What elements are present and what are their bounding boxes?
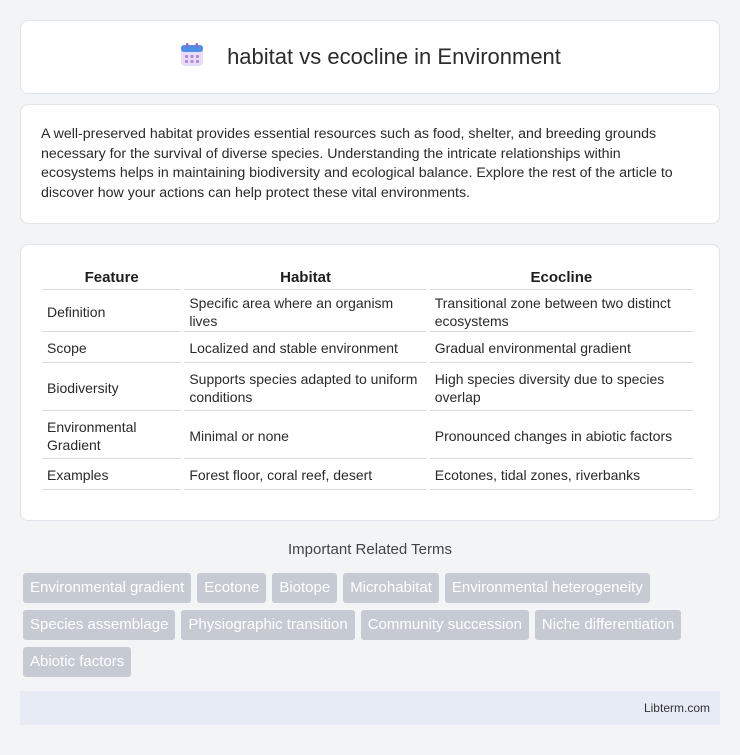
tag-ecotone[interactable]: Ecotone bbox=[197, 573, 266, 603]
table-cell: Examples bbox=[42, 461, 181, 490]
table-cell: Forest floor, coral reef, desert bbox=[184, 461, 426, 490]
table-row bbox=[42, 334, 693, 363]
header-ecocline: Ecocline bbox=[430, 267, 693, 290]
table-cell: Localized and stable environment bbox=[184, 334, 426, 363]
table-cell: Transitional zone between two distinct ecosystems bbox=[430, 292, 693, 332]
footer bbox=[20, 691, 720, 725]
table-cell: Scope bbox=[42, 334, 181, 363]
page-title: habitat vs ecocline in Environment bbox=[227, 44, 561, 69]
table-cell: High species diversity due to species overlap bbox=[430, 365, 693, 411]
tag-physiographic-transition[interactable]: Physiographic transition bbox=[181, 610, 354, 640]
tag-biotope[interactable]: Biotope bbox=[272, 573, 337, 603]
header-feature: Feature bbox=[42, 267, 181, 290]
calendar-icon bbox=[179, 42, 205, 73]
tag-environmental-gradient[interactable]: Environmental gradient bbox=[23, 573, 191, 603]
table-cell: Biodiversity bbox=[42, 365, 181, 411]
intro-card bbox=[20, 104, 720, 224]
tag-community-succession[interactable]: Community succession bbox=[361, 610, 529, 640]
table-cell: Specific area where an organism lives bbox=[184, 292, 426, 332]
table-cell: Environmental Gradient bbox=[42, 413, 181, 459]
comparison-table bbox=[39, 265, 696, 492]
table-cell: Supports species adapted to uniform conditions bbox=[184, 365, 426, 411]
comparison-card bbox=[20, 244, 720, 521]
table-cell: Minimal or none bbox=[184, 413, 426, 459]
table-row bbox=[42, 365, 693, 411]
table-cell: Gradual environmental gradient bbox=[430, 334, 693, 363]
related-terms-title: Important Related Terms bbox=[288, 541, 452, 558]
table-cell: Ecotones, tidal zones, riverbanks bbox=[430, 461, 693, 490]
tag-microhabitat[interactable]: Microhabitat bbox=[343, 573, 439, 603]
related-terms-list bbox=[23, 573, 713, 677]
tag-species-assemblage[interactable]: Species assemblage bbox=[23, 610, 175, 640]
header-habitat: Habitat bbox=[184, 267, 426, 290]
tag-abiotic-factors[interactable]: Abiotic factors bbox=[23, 647, 131, 677]
header-card bbox=[20, 20, 720, 94]
footer-link[interactable]: Libterm.com bbox=[643, 701, 710, 715]
table-cell: Definition bbox=[42, 292, 181, 332]
intro-paragraph: A well-preserved habitat provides essential resources such as food, shelter, and breeding grounds necessary for the survival of diverse species. Understanding the intricate relationships within ecosystems helps in maintaining biodiversity and ecological balance. Explore the rest of the article to discover how your actions can help protect these vital environments. bbox=[41, 126, 673, 201]
tag-niche-differentiation[interactable]: Niche differentiation bbox=[535, 610, 681, 640]
table-row bbox=[42, 292, 693, 332]
table-row bbox=[42, 413, 693, 459]
table-header-row bbox=[42, 267, 693, 290]
table-cell: Pronounced changes in abiotic factors bbox=[430, 413, 693, 459]
tag-environmental-heterogeneity[interactable]: Environmental heterogeneity bbox=[445, 573, 650, 603]
table-row bbox=[42, 461, 693, 490]
